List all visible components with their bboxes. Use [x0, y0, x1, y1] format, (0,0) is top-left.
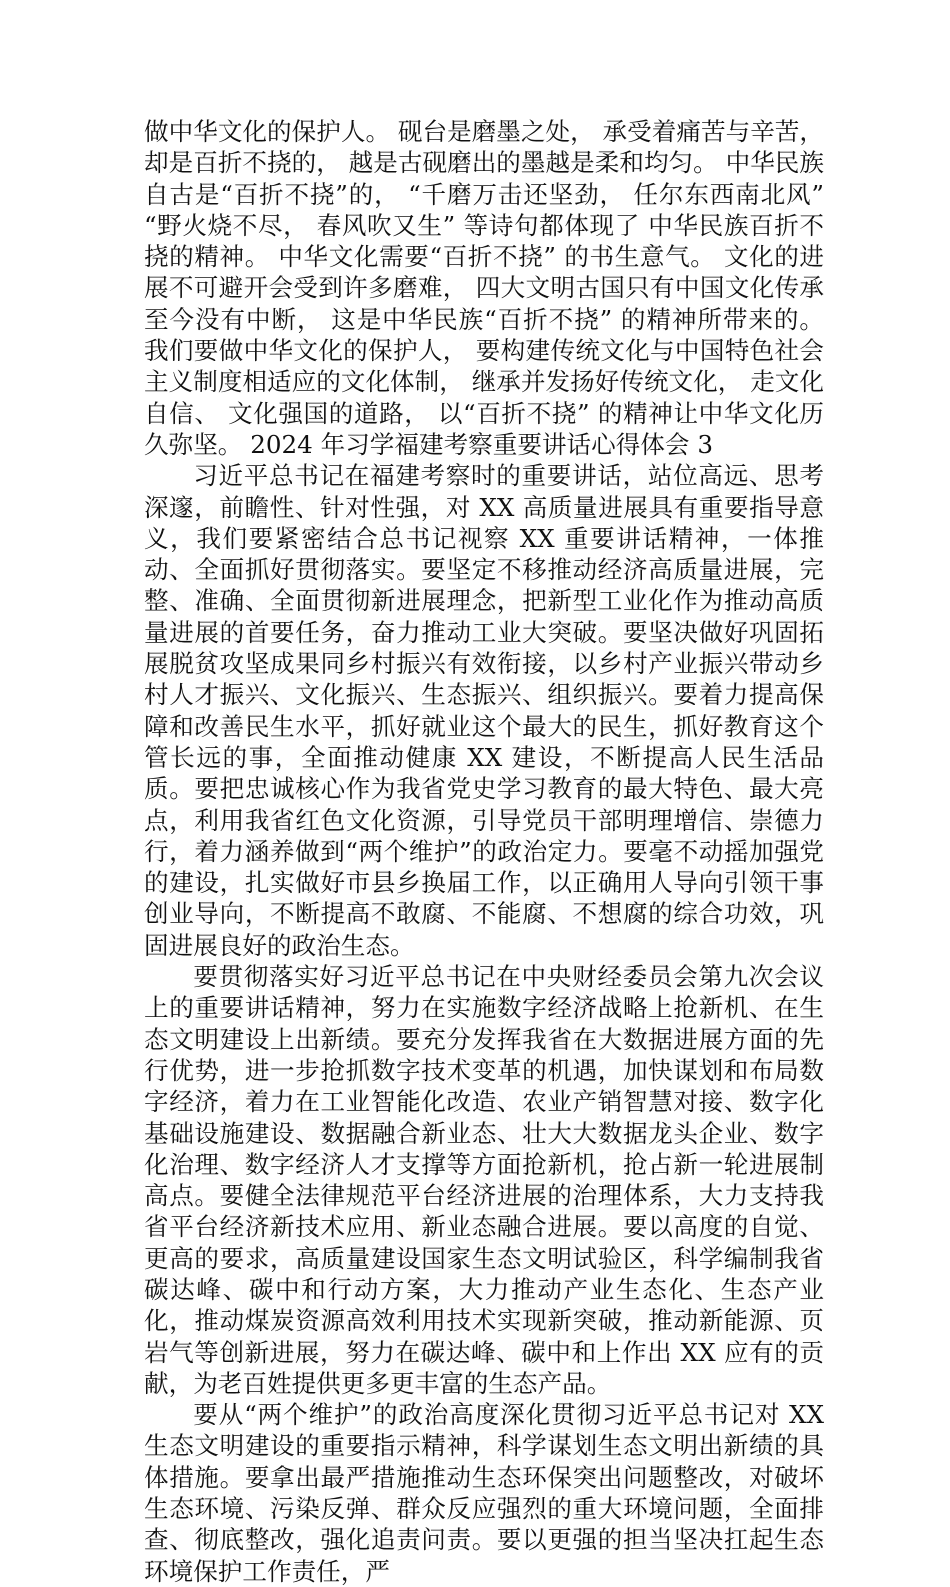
paragraph-digital-economy: 要贯彻落实好习近平总书记在中央财经委员会第九次会议上的重要讲话精神，努力在实施数字经济战略上抢新机、在生态文明建设上出新绩。要充分发挥我省在大数据进展方面的先行优势，进一步抢抓数字技术变革的机遇，加快谋划和布局数字经济，着力在工业智能化改造、农业产销智慧对接、数字化基础设施建设、数据融合新业态、壮大大数据龙头企业、数字化治理、数字经济人才支撑等方面抢新机，抢占新一轮进展制高点。要健全法律规范平台经济进展的治理体系，大力支持我省平台经济新技术应用、新业态融合进展。要以高度的自觉、更高的要求，高质量建设国家生态文明试验区，科学编制我省碳达峰、碳中和行动方案，大力推动产业生态化、生态产业化，推动煤炭资源高效利用技术实现新突破，推动新能源、页岩气等创新进展，努力在碳达峰、碳中和上作出 XX 应有的贡献，为老百姓提供更多更丰富的生态产品。	[144, 962, 824, 1398]
paragraph-culture-protector: 做中华文化的保护人。 砚台是磨墨之处， 承受着痛苦与辛苦， 却是百折不挠的， 越是古砚磨出的墨越是柔和均匀。 中华民族自古是“百折不挠”的， “千磨万击还坚劲， 任尔东西南北风” “野火烧不尽， 春风吹又生” 等诗句都体现了 中华民族百折不挠的精神。 中华文化需要“百折不挠” 的书生意气。 文化的进展不可避开会受到许多磨难， 四大文明古国只有中国文化传承至今没有中断， 这是中华民族“百折不挠” 的精神所带来的。 我们要做中华文化的保护人， 要构建传统文化与中国特色社会主义制度相适应的文化体制， 继承并发扬好传统文化， 走文化自信、 文化强国的道路， 以“百折不挠” 的精神让中华文化历久弥坚。 2024 年习学福建考察重要讲话心得体会 3	[144, 117, 824, 459]
paragraph-ecological-civilization: 要从“两个维护”的政治高度深化贯彻习近平总书记对 XX 生态文明建设的重要指示精神，科学谋划生态文明出新绩的具体措施。要拿出最严措施推动生态环保突出问题整改，对破坏生态环境、污染反弹、群众反应强烈的重大环境问题，全面排查、彻底整改，强化追责问责。要以更强的担当坚决扛起生态环境保护工作责任，严	[144, 1400, 824, 1586]
document-page	[144, 116, 824, 1587]
paragraph-fujian-speech: 习近平总书记在福建考察时的重要讲话，站位高远、思考深邃，前瞻性、针对性强，对 XX 高质量进展具有重要指导意义，我们要紧密结合总书记视察 XX 重要讲话精神，一体推动、全面抓好贯彻落实。要坚定不移推动经济高质量进展，完整、准确、全面贯彻新进展理念，把新型工业化作为推动高质量进展的首要任务，奋力推动工业大突破。要坚决做好巩固拓展脱贫攻坚成果同乡村振兴有效衔接，以乡村产业振兴带动乡村人才振兴、文化振兴、生态振兴、组织振兴。要着力提高保障和改善民生水平，抓好就业这个最大的民生，抓好教育这个管长远的事，全面推动健康 XX 建设，不断提高人民生活品质。要把忠诚核心作为我省党史学习教育的最大特色、最大亮点，利用我省红色文化资源，引导党员干部明理增信、崇德力行，着力涵养做到“两个维护”的政治定力。要毫不动摇加强党的建设，扎实做好市县乡换届工作，以正确用人导向引领干事创业导向，不断提高不敢腐、不能腐、不想腐的综合功效，巩固进展良好的政治生态。	[144, 461, 824, 960]
